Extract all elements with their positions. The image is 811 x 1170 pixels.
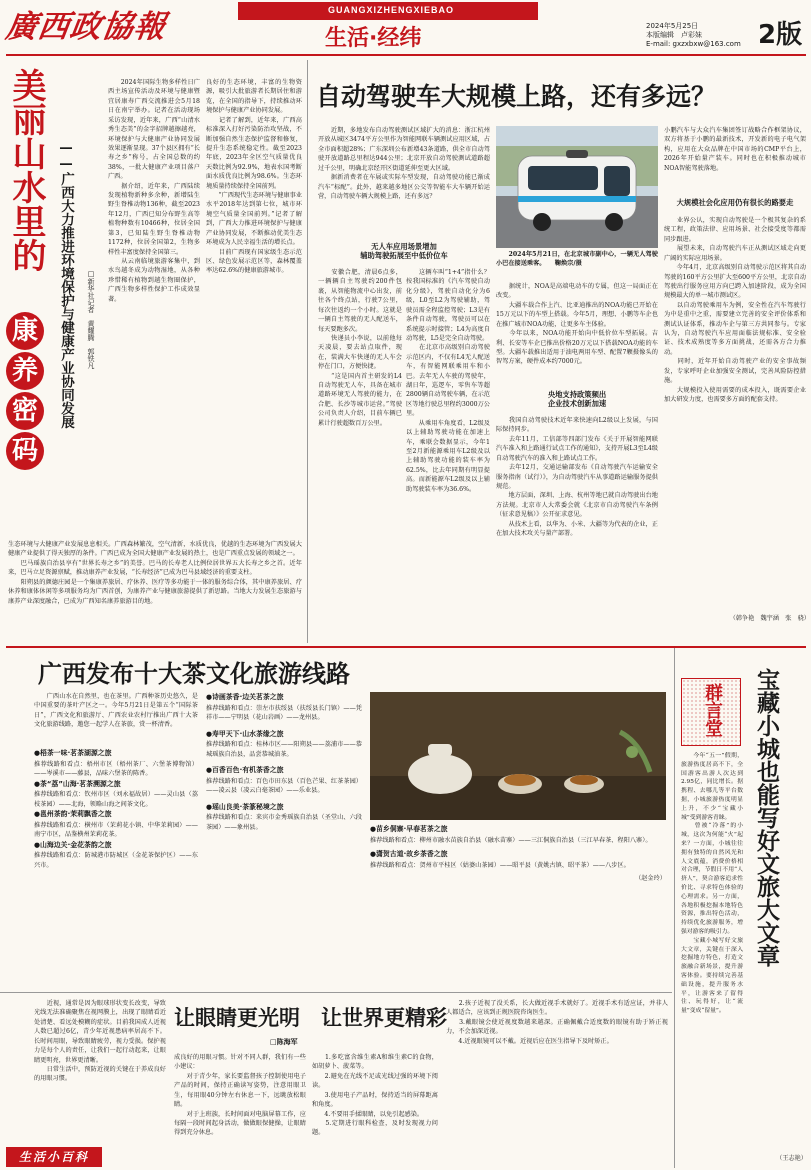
column-divider (307, 60, 308, 643)
route-title: ●苗乡侗寨·早春茗茶之旅 (370, 825, 448, 833)
route-text: 推荐线路和看点：来宾市金秀瑶族自治县（圣堂山、六段茶园）——象州县。 (206, 814, 362, 831)
auto-subhead-3: 大规模社会化应用仍有很长的路要走 (676, 198, 794, 207)
auto-title: 自动驾驶车大规模上路，还有多远？ (316, 82, 717, 111)
opinion-column (674, 648, 810, 1168)
title-char: 美 (6, 68, 46, 102)
auto-col1: 安徽合肥，清晨6点多，一辆辆自主驾驶约200件包裹，从智能物流中心出发，前往各个终点站，行驶7公里，每次往返约一个小时。这就是一辆自主驾驶的无人配送车，每天要跑多次。 快递员小李说，以前他每天凌晨，要去站点取件，现在，装满大车快递的无人车会停在门口，方便快捷。 “这是国内首主研发的L4自动驾驶无人车，具备在城市道路环境无人驾驶的能力，在合肥、长沙等城市运营。”驾驶公司负责人介绍，目前车辆已累计行驶超数百万公里。 (318, 269, 402, 427)
opinion-title: 宝藏小城也能写好文旅大文章 (753, 668, 779, 967)
route-title: ●瑶山良美·茶篆秘境之旅 (206, 802, 284, 811)
auto-right-intro: 小鹏汽车与大众汽车集团签订战略合作框架协议，双方将基于小鹏的最新技术，开发新的电子电气架构，应用在大众品牌在中国市场的CMP平台上，2026年开始量产装车。同时也在积极推动城市NOA智能驾驶落地。 (664, 127, 806, 172)
footer-label: 生活小百科 (6, 1147, 102, 1167)
lead-col2: 良好的生态环境，丰富的生物资源，吸引大批旅游者长期居住和游览，在全国的指导下，持续推动环境保护与健康产业协同发展。 记者了解到，近年来，广西高标准深入打好污染防治攻坚战，不断加强自然生态保护监督和修复，提升生态系统稳定性。截至2023年底，2023年全区空气质量优良天数比例为92.9%，地表水国考断面水质优良比例为98.6%。生态环境质量持续保持全国前列。 “广西现代生态环境与健康事业水平2018年达到第七位，城市环境空气质量全国前列。”记者了解到，广西大力推进环境保护与健康产业协同发展，不断推动优美生态环境成为人民幸福生活的增长点。 目前广西现有国家级生态示范区、绿色发展示范区等，森林覆盖率达62.6%的健康旅游城市。 (206, 79, 302, 275)
route-title: ●山海边关·金花茶韵之旅 (34, 840, 112, 849)
route-text: 推荐线路和看点：桂林市区——阳朔县——荔浦市——恭城瑶族自治县，品尝恭城油茶。 (206, 741, 362, 758)
route-text: 推荐线路和看点：柳州市融水苗族自治县（融水苗寨）——三江侗族自治县（三江早春茶、程阳八寨）。 (370, 836, 652, 844)
logo-brush: 廣西政協報 (3, 9, 169, 45)
circled-char: 康 (6, 312, 44, 350)
auto-col4: 我国自动驾驶技术近年来快速向L2级以上发展，与国际保持同步。 去年11月，工信部等四部门发布《关于开展智能网联汽车准入和上路通行试点工作的通知》，支持开展L3至L4级自动驾驶汽车的准入和上路试点工作。 去年12月，交通运输部发布《自动驾驶汽车运输安全服务指南（试行）》，为自动驾驶汽车从事道路运输服务提供规范。 地方层面，深圳、上海、杭州等地已就自动驾驶出台地方法规。北京市人大常委会就《北京市自动驾驶汽车条例（征求意见稿）》公开征求意见。 从技术上看，以华为、小米、大疆等为代表的企业，正在加大技术攻关与量产部署。 (496, 417, 658, 538)
masthead-pinyin: GUANGXIZHENGXIEBAO (328, 5, 455, 15)
tea-set-illustration (370, 692, 666, 820)
editor-email: E-mail: gxzxbxw@163.com (646, 40, 741, 48)
eyes-col2: 成良好的用眼习惯。针对不同人群，我们有一些小建议： 对于青少年，家长要监督孩子控制使用电子产品的时间，保持正确读写姿势，注意用眼卫生，每用眼40分钟左右休息一下，远眺放松眼睛。 对于上班族，长时间面对电脑屏幕工作，应每隔一段时间起身活动，做做眼保健操，让眼睛得到充分休息。 (174, 1054, 306, 1137)
auto-col3: 据统计，NOA是高端电动车的专属，但这一局面正在改变。 大疆车载合作上汽、比亚迪推出的NOA功能已开始在15万元以下的车型上搭载。今年5月，理想、小鹏等车企也在推广城市NOA功能，让更多车主体验。 今年以来，NOA功能开始向中低价位车型拓展。吉利、长安等车企已推出价格20万元以下搭载NOA功能的车型。大疆车载推出适用于油电两用车型、配置7颗摄像头的智驾方案，硬件成本约7000元。 (496, 283, 658, 366)
title-char: 丽 (6, 102, 46, 136)
driverless-bus-photo (496, 126, 658, 248)
title-char: 水 (6, 170, 46, 204)
route-title: ●百香百色·有机茶香之旅 (206, 766, 284, 775)
page-number: 2版 (758, 20, 803, 50)
route-title: ●梧茶一味·茗茶湖源之旅 (34, 749, 112, 757)
lead-story (0, 60, 305, 640)
title-char: 山 (6, 136, 46, 170)
photo-caption: 2024年5月21日，在北京城市副中心，一辆无人驾驶小巴在接送乘客。 鞠焕宗/摄 (496, 251, 658, 268)
tea-photo (370, 692, 666, 820)
lead-subtitle: ——广西大力推进环境保护与健康产业协同发展 (58, 140, 74, 429)
eyes-col4: 2.孩子近视了没关系，长大做近视手术就好了。近视手术有适应证，并非人人都适合，应该到正规医院咨询医生。 3.戴眼镜会使近视度数越来越深。正确佩戴合适度数的眼镜有助于矫正视力，不会加深近视。 4.近视眼镜可以不戴。近视后应在医生指导下及时矫正。 (446, 1000, 668, 1045)
tea-source: （赵金玲） (635, 875, 666, 883)
tea-col1 (34, 748, 198, 988)
route-text: 推荐线路和看点：百色市田东县（百色芒果、红茶茶园）——凌云县（凌云白毫茶园）——乐业县。 (206, 777, 362, 795)
eyes-col3: 1.多吃富含维生素A和维生素C的食物，如胡萝卜、菠菜等。 2.避免在光线不足或光线过强的环境下阅读。 3.使用电子产品时，保持适当的屏幕距离和角度。 4.不要用手揉眼睛，以免引起感染。 5.定期进行眼科检查，及时发现视力问题。 (312, 1054, 438, 1137)
route-text: 推荐线路和看点：梧州市区（梧州茶厂、六堡茶博物馆）——岑溪市——藤县，品味六堡茶的陈香。 (34, 760, 198, 778)
opinion-label-box (681, 678, 741, 746)
circled-chars (6, 312, 46, 470)
opinion-author: （王志艳） (776, 1155, 807, 1162)
auto-right-col: 业界公认，实现自动驾驶是一个极其复杂的系统工程，政策法律、应用场景、社会接受度等都需同步跟进。 展望未来，自动驾驶汽车正从测试区域走向更广阔的实际应用场景。 今年4月，北京高级别自动驾驶示范区将其自动驾驶的160平方公里扩大至600平方公里，北京自动驾驶出行服务应用方向已跨入加速阶段，成为全国规模最大的单一城市测试区。 以自动驾驶乘用车为例，安全性在汽车驾驶行为中是重中之重，需要建立完善的安全评价体系和测试认证体系，推动车企与第三方共同参与。专家认为，自动驾驶汽车应用面临法规标准、安全验证、技术成熟度等多方面挑战，还需各方合力推动。 同时，近年开始自动驾驶产业的安全事故频发，专家呼吁企业加强安全测试，完善风险防控措施。 大规模投入使用需要的成本投入，既需要企业加大研发力度，也需要多方面的配套支持。 (664, 217, 806, 404)
route-title: ●邕州茶韵·茉莉飘香之旅 (34, 810, 112, 819)
masthead (0, 0, 811, 55)
opinion-body: 今年“五一”假期，旅游热度居高不下，全国游客出游人次达到2.95亿，同比增长。据携程、去哪儿等平台数据，小城旅游热度明显上升，不少“宝藏小城”受到游客青睐。 曾被“冷落”的小城，这次为何能“火”起来？一方面，小城往往拥有独特的自然风光和人文底蕴，消费价格相对合理，节假日不用“人挤人”，契合游客追求性价比、寻求特色体验的心理需求。另一方面，各地积极挖掘本地特色资源，推出特色活动，持续优化旅游服务，增强对游客的吸引力。 宝藏小城写好文旅大文章，关键在于深入挖掘地方特色，打造文旅融合新场景，提升游客体验。要持续完善基础设施，提升服务水平，让游客来了留得住、玩得好，让“流量”变成“留量”。 (681, 753, 743, 1015)
tea-col2 (206, 692, 362, 988)
eyes-title: 让眼睛更光明 让世界更精彩 (174, 1006, 447, 1030)
auto-subhead-1: 无人车应用场景增加 辅助驾驶拓展至中低价位车 (360, 242, 448, 261)
title-char: 里 (6, 204, 46, 238)
bus-illustration (496, 126, 658, 248)
page-editor: 本版编辑 卢彩妹 (646, 31, 702, 39)
route-title: ●寿甲天下·山水茶缘之旅 (206, 729, 284, 738)
circled-char: 密 (6, 392, 44, 430)
tea-intro: 广西山水在自然里，也在茶里。广西种茶历史悠久，是中国重要的茶叶产区之一。今年5月21日是第五个“国际茶日”，广西文化和旅游厅、广西农业农村厅推出广西十大茶文化旅游线路，邀您一起学人在茶旅，赏一杯清香。 (34, 693, 198, 729)
auto-intro: 近期，多地发布自动驾驶测试区域扩大的消息：浙江杭州开放从城区3474平方公里作为智能网联车辆测试应用区域，占全市面积超28%；广东深圳公布新增43条道路，供全市自动驾驶开放道路总里程达944公里；北京开放自动驾驶测试道路超过千公里，明确北京经开区街道延伸至更大区域。 据新消费者在车展或实际车型发现，自动驾驶功能已渐成汽车“标配”。此外，越来越多地区公交等智能车大车辆开始运营，自动驾驶车辆大规模上路，还有多远？ (318, 127, 490, 200)
title-char: 的 (6, 238, 46, 272)
eyes-author: □陈海军 (270, 1037, 298, 1046)
route-title: ●潇贺古道·故乡茶香之旅 (370, 850, 448, 859)
auto-subhead-2: 央地支持政策频出 企业技术创新加速 (547, 390, 607, 409)
header-rule (6, 54, 806, 56)
route-title: ●茶“荔”山海·茗茶溯源之旅 (34, 779, 121, 788)
tea-story (0, 648, 672, 990)
route-text: 推荐线路和看点：横州市（茉莉花小镇、中华茉莉园）——南宁市区，品鉴横州茉莉花茶。 (34, 821, 198, 839)
tea-col3 (370, 824, 666, 988)
issue-date: 2024年5月25日 (646, 22, 699, 30)
auto-author: （韩争艳 魏宇涵 张 骁） (729, 615, 810, 622)
route-title: ●诗画茶香·边关茗茶之旅 (206, 693, 284, 701)
route-text: 推荐线路和看点：钦州市区（刘永福故居）——灵山县（荔枝茶园）——北海，领略山海之间茶文化。 (34, 791, 198, 808)
eyes-col1: 近视，通常是因为眼球形状变长改变，导致光线无法准确聚焦在视网膜上，出现了眼睛看近处清楚、看远处模糊的症状。目前我国成人近视人数已超过6亿，青少年近视患病率居高不下。长时间用眼，导致眼睛疲劳，视力受损。保护视力是每个人的责任，让我们一起行动起来，让眼睛更明亮，世界更清晰。 日常生活中，预防近视的关键在于养成良好的用眼习惯。 (34, 1000, 166, 1083)
lead-byline: □新华社记者 黄耀腾 郭铁凡 (87, 270, 95, 369)
route-text: 推荐线路和看点：崇左市扶绥县（扶绥县长门镇）——凭祥市——宁明县（花山岩画）——龙州县。 (206, 704, 362, 722)
route-text: 推荐线路和看点：贺州市平桂区（姑婆山茶园）——昭平县（黄姚古镇、昭平茶）——八步区。 (370, 861, 630, 869)
auto-col2: 这辆车叫“1+4”指什么？按我国标准的《汽车驾驶自动化分级》，驾驶自动化分为6级，L0至L2为驾驶辅助，驾驶员需全程监控驾驶；L3是有条件自动驾驶，驾驶员可以在系统提示时接管；L4为高度自动驾驶，L5是完全自动驾驶。 在北京市高级别自动驾驶示范区内，不仅有L4无人配送车，有智能网联乘用车和小巴。去年无人车驶的驾驶年，湖日年，巡逻车，零售车等超2800辆自动驾驶车辆，在示范区等地行驶总里程约3000万公里。 从乘用车角度看，L2级及以上辅助驾驶功能在加速上车，乘联会数据显示，今年1至2月新能源乘用车L2级及以上辅助驾驶功能的装车率为62.5%，比去年同期有明显提高。而新能源车L2级及以上辅助驾驶装车率为36.6%。 (406, 269, 490, 493)
section-name: 生活·经纬 (325, 26, 422, 51)
auto-story (310, 60, 810, 645)
circled-char: 养 (6, 352, 44, 390)
opinion-label: 群言堂 (702, 683, 723, 737)
lead-col3: 生态环境与大健康产业发展息息相关。广西森林繁茂，空气清新，水质优良，优越的生态环境为广西发展大健康产业提供了得天独厚的条件。广西已成为全国大健康产业发展的热土，也是广西重点发展的领域之一。 巴马瑶族自治县享有“世界长寿之乡”的美誉。巴马的长寿老人比例位居世界五大长寿之乡之首。近年来，巴马立足资源禀赋，推动康养产业发展，“长寿经济”已成为巴马县域经济的重要支柱。 阳朔县的颜德庄园是一个集康养旅居、疗休养、医疗等多功能于一体的服务综合体，其中康养旅居、疗休养和康体休闲等多项服务均为广西首创，为康养产业与健康旅游提供了新思路。当地大力发展生态旅游与康养产业深度融合，已成为广西知名康养旅游目的地。 (8, 541, 302, 605)
tea-title: 广西发布十大茶文化旅游线路 (38, 660, 350, 688)
circled-char: 码 (6, 432, 44, 470)
lead-col1: 2024年国际生物多样性日广西主场宣传活动及环境与健康暨宜居康寿广西交流推进会5月18日在南宁举办。记者在活动现场采访发现，近年来，广西“山清水秀生态美”的金字招牌越擦越亮，环境保护与大健康产业协同发展效果逐渐显现。37个县区拥有“长寿之乡”称号，占全国总数的约38%，一批大健康产业项目落户广西。 据介绍，近年来，广西陆续发现植物新种多余种，新增陆生野生脊椎动物136种，截至2023年12月，广西已知分布野生高等植物种数有10466种，位居全国第3，已知陆生野生脊椎动物1172种，位居全国第2，生物多样性丰富度保持全国第三。 从云南临境旅游客集中，到水鸟越冬成为动物湿地，从各种珍惜稀有植物到越生物圈保护，广西生物多样性保护工作成效显著。 (108, 79, 200, 303)
route-text: 推荐线路和看点：防城港市防城区（金花茶保护区）——东兴市。 (34, 852, 198, 869)
eyes-story (0, 992, 672, 1170)
